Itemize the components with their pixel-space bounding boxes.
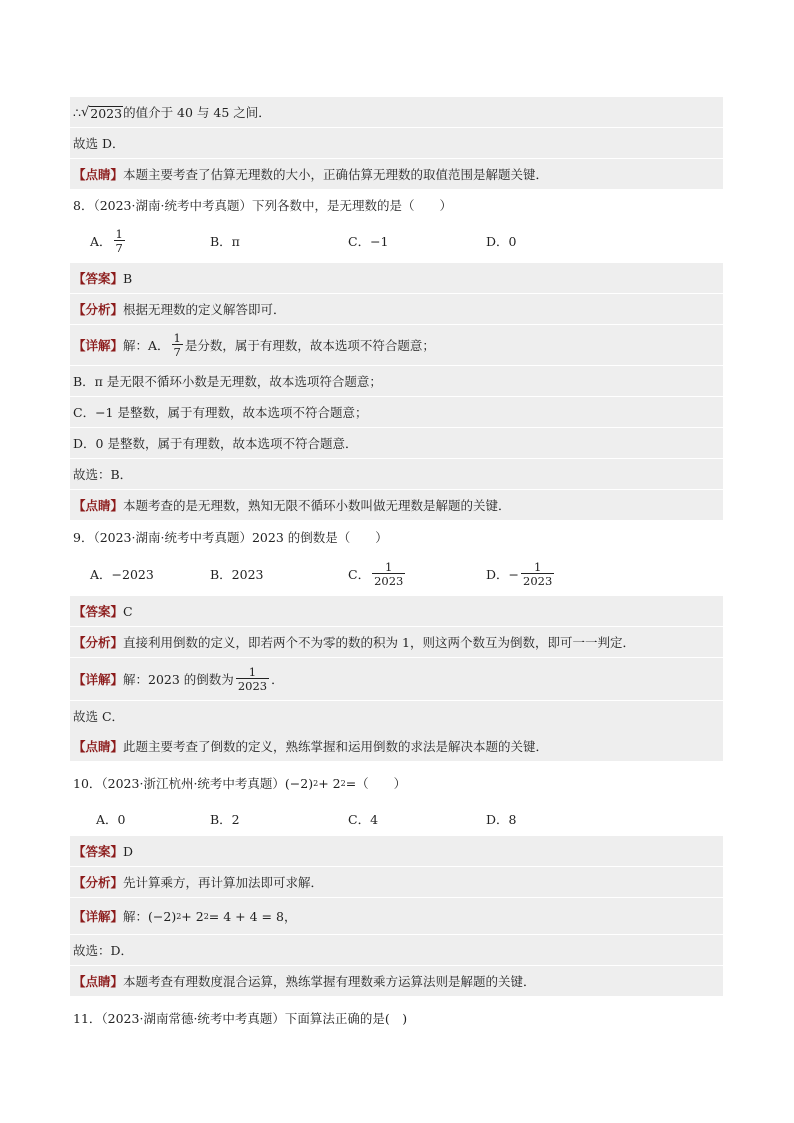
q8-option-a <box>90 223 127 259</box>
answer-value: B <box>123 270 133 286</box>
q8-analysis <box>70 294 723 324</box>
q8-options <box>70 223 723 259</box>
q8-line-b: B．π 是无限不循环小数是无理数，故本选项符合题意； <box>70 366 723 396</box>
question-stem: 11．（2023·湖南常德·统考中考真题）下面算法正确的是( ) <box>73 1011 408 1026</box>
option-label: C． <box>348 567 371 582</box>
comment-text: 本题考查有理数度混合运算，熟练掌握有理数乘方运算法则是解题的关键． <box>123 974 536 989</box>
option-label: D．− <box>486 567 519 582</box>
analysis-tag: 【分析】 <box>73 302 124 317</box>
numerator: 1 <box>533 560 542 574</box>
q10-option-a: A．0 <box>96 812 126 827</box>
q7-comment <box>70 159 723 189</box>
numerator: 1 <box>385 560 393 574</box>
q10-choice: 故选：D． <box>70 935 723 965</box>
comment-tag: 【点睛】 <box>73 974 124 989</box>
detail-prefix: 解：A． <box>123 338 170 353</box>
denominator: 7 <box>115 241 123 255</box>
q9-option-a: A．−2023 <box>90 567 154 582</box>
detail-suffix: ． <box>271 672 284 687</box>
detail-suffix: = 4 + 4 = 8， <box>208 909 297 924</box>
q7-choice <box>70 128 723 158</box>
q10-analysis <box>70 867 723 897</box>
q10-option-d: D．8 <box>486 812 517 827</box>
denominator: 7 <box>173 345 181 359</box>
q9-option-c <box>348 556 407 592</box>
math-term: + 2 <box>318 775 341 791</box>
detail-mid: + 2 <box>181 908 204 924</box>
answer-value: D <box>123 843 134 859</box>
answer-tag: 【答案】 <box>73 271 124 286</box>
detail-prefix: 解：2023 的倒数为 <box>123 672 234 687</box>
q9-comment <box>70 731 723 761</box>
choice-text: 故选 D． <box>73 136 125 151</box>
denominator: 2023 <box>237 679 268 693</box>
q11-stem <box>70 1003 723 1033</box>
analysis-text: 直接利用倒数的定义，即若两个不为零的数的积为 1，则这两个数互为倒数，即可一一判定． <box>123 635 635 650</box>
fraction <box>172 332 183 358</box>
sqrt-argument: 2023 <box>90 105 123 121</box>
q8-option-d: D．0 <box>486 234 517 249</box>
question-stem: 9．（2023·湖南·统考中考真题）2023 的倒数是（ ） <box>73 530 388 545</box>
analysis-tag: 【分析】 <box>73 875 124 890</box>
comment-text: 本题考查的是无理数，熟知无限不循环小数叫做无理数是解题的关键． <box>123 498 511 513</box>
detail-suffix: 是分数，属于有理数，故本选项不符合题意； <box>184 338 435 353</box>
q8-stem <box>70 190 723 220</box>
q8-answer <box>70 263 723 293</box>
q9-options <box>70 556 723 592</box>
denominator: 2023 <box>374 574 404 588</box>
question-stem: 8．（2023·湖南·统考中考真题）下列各数中，是无理数的是（ ） <box>73 198 452 213</box>
q8-detail <box>70 325 723 365</box>
conclusion-text: 的值介于 40 与 45 之间． <box>123 105 271 120</box>
q8-line-c: C．−1 是整数，属于有理数，故本选项不符合题意； <box>70 397 723 427</box>
numerator: 1 <box>248 665 257 679</box>
q9-choice: 故选 C． <box>70 701 723 731</box>
denominator: 2023 <box>523 574 553 588</box>
numerator: 1 <box>115 227 123 241</box>
answer-tag: 【答案】 <box>73 604 124 619</box>
q10-answer <box>70 836 723 866</box>
fraction <box>114 228 125 254</box>
comment-text: 此题主要考查了倒数的定义，熟练掌握和运用倒数的求法是解决本题的关键． <box>123 739 549 754</box>
exponent: 2 <box>203 911 209 921</box>
q10-option-b: B．2 <box>210 812 240 827</box>
analysis-text: 根据无理数的定义解答即可． <box>123 302 286 317</box>
radical-sign: √ <box>80 104 90 120</box>
q10-detail <box>70 898 723 934</box>
stem-suffix: =（ ） <box>345 776 407 791</box>
answer-value: C <box>123 603 133 619</box>
exponent: 2 <box>313 778 319 788</box>
question-stem: 10．（2023·浙江杭州·统考中考真题） <box>73 776 285 791</box>
q10-options <box>70 802 723 836</box>
q10-stem <box>70 768 723 798</box>
q9-option-d <box>486 556 556 592</box>
q8-option-c: C．−1 <box>348 234 389 249</box>
fraction <box>372 561 405 587</box>
detail-tag: 【详解】 <box>73 672 124 687</box>
option-label: A． <box>90 234 112 249</box>
fraction <box>236 666 269 692</box>
q9-analysis <box>70 627 723 657</box>
q8-option-b: B．π <box>210 234 240 249</box>
exponent: 2 <box>340 778 346 788</box>
analysis-text: 先计算乘方，再计算加法即可求解． <box>123 875 324 890</box>
q7-conclusion <box>70 97 723 127</box>
analysis-tag: 【分析】 <box>73 635 124 650</box>
q9-detail <box>70 658 723 700</box>
comment-tag: 【点睛】 <box>73 739 124 754</box>
math-term: (−2) <box>284 775 314 791</box>
q8-choice: 故选：B． <box>70 459 723 489</box>
numerator: 1 <box>173 331 181 345</box>
detail-tag: 【详解】 <box>73 909 124 924</box>
comment-tag: 【点睛】 <box>73 498 124 513</box>
q9-answer <box>70 596 723 626</box>
comment-text: 本题主要考查了估算无理数的大小，正确估算无理数的取值范围是解题关键． <box>123 167 549 182</box>
answer-tag: 【答案】 <box>73 844 124 859</box>
exponent: 2 <box>176 911 182 921</box>
comment-tag: 【点睛】 <box>73 167 124 182</box>
sqrt-expression <box>81 105 123 120</box>
therefore-symbol: ∴ <box>73 104 81 120</box>
fraction <box>521 561 554 587</box>
q9-option-b: B．2023 <box>210 567 264 582</box>
q8-comment <box>70 490 723 520</box>
detail-prefix: 解：(−2) <box>123 909 177 924</box>
q10-comment <box>70 966 723 996</box>
q8-line-d: D．0 是整数，属于有理数，故本选项不符合题意． <box>70 428 723 458</box>
q9-stem <box>70 522 723 552</box>
detail-tag: 【详解】 <box>73 338 124 353</box>
q10-option-c: C．4 <box>348 812 379 827</box>
